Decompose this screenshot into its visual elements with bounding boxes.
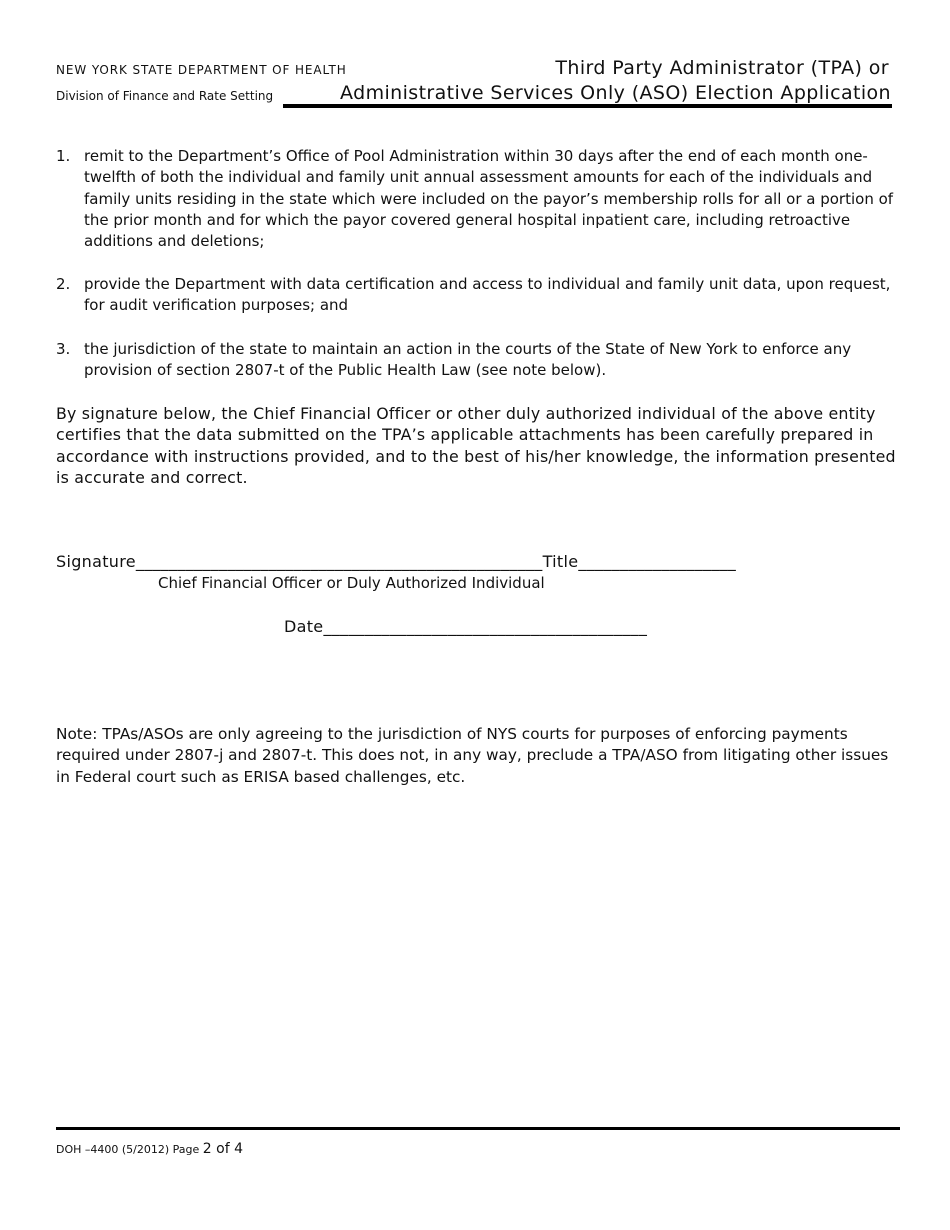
page-footer [56,1141,243,1157]
page-number: 2 of 4 [202,1141,244,1157]
agency-name: NEW YORK STATE DEPARTMENT OF HEALTH [56,63,347,77]
title-label: Title [542,552,579,571]
list-item-text: provide the Department with data certification and access to individual and family unit data, upon request, for audit verification purposes; and [84,275,891,315]
list-item-number: 2. [56,275,71,293]
list-item-text: the jurisdiction of the state to maintain an action in the courts of the State of New York to enforce any provision of section 2807-t of the Public Health Law (see note below). [84,340,852,380]
form-id: DOH –4400 (5/2012) Page [56,1143,200,1156]
form-title-line-2: Administrative Services Only (ASO) Election Application [340,82,891,104]
signature-label: Signature [56,552,136,571]
jurisdiction-note: Note: TPAs/ASOs are only agreeing to the jurisdiction of NYS courts for purposes of enforcing payments required under 2807-j and 2807-t. This does not, in any way, preclude a TPA/ASO from litigating other issues in Federal court such as ERISA based challenges, etc. [56,725,889,786]
list-item-2 [56,274,896,317]
date-label: Date [284,617,324,636]
date-line [284,617,647,636]
list-item-3 [56,339,896,382]
form-title-line-1: Third Party Administrator (TPA) or [555,57,889,79]
footer-divider [56,1127,900,1130]
date-field[interactable]: _______________________________________ [323,617,648,636]
list-item-1 [56,146,896,252]
signer-caption: Chief Financial Officer or Duly Authorized Individual [158,574,545,592]
division-name: Division of Finance and Rate Setting [56,89,274,103]
list-item-text: remit to the Department’s Office of Pool Administration within 30 days after the end of each month one-twelfth of both the individual and family unit annual assessment amounts for each of the individuals and family units residing in the state which were included on the payor’s membership rolls for all or a portion of the prior month and for which the payor covered general hospital inpatient care, including retroactive additions and deletions; [84,147,894,251]
signature-field[interactable]: _________________________________________________ [135,552,543,571]
list-item-number: 3. [56,340,71,358]
title-field[interactable]: ___________________ [578,552,737,571]
header-divider [283,104,892,108]
signature-line [56,552,736,571]
certification-paragraph: By signature below, the Chief Financial Officer or other duly authorized individual of the above entity certifies that the data submitted on the TPA’s applicable attachments has been carefully prepared in accordance with instructions provided, and to the best of his/her knowledge, the information presented is accurate and correct. [56,404,896,487]
list-item-number: 1. [56,147,71,165]
